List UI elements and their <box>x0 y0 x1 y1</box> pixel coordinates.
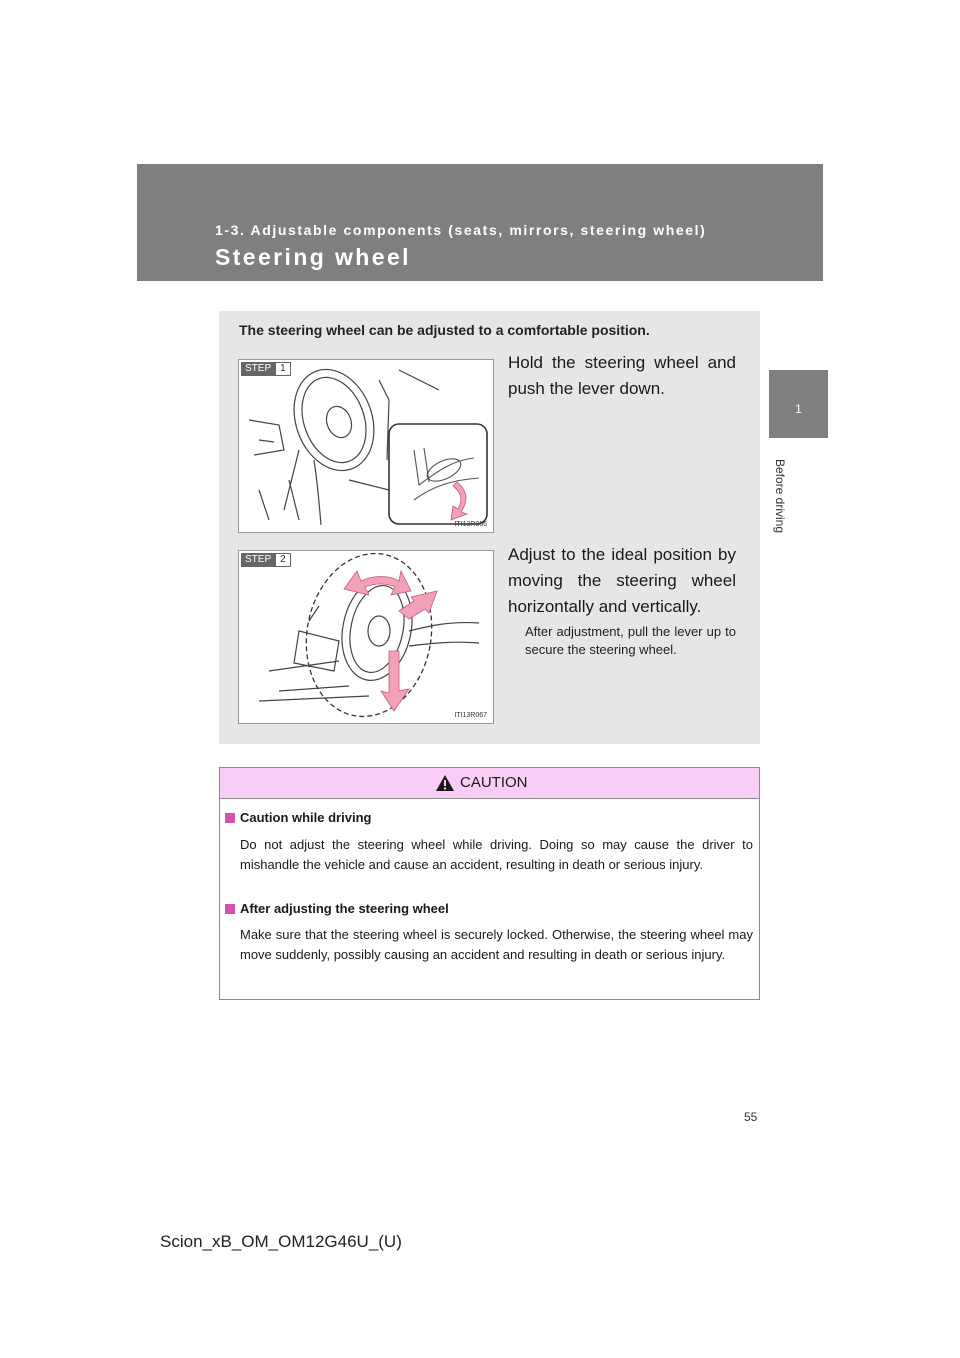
steering-adjust-illustration <box>239 551 493 723</box>
caution-item-body: Make sure that the steering wheel is securely locked. Otherwise, the steering wheel may move suddenly, possibly causing an accident and resulting in death or serious injury. <box>240 927 753 962</box>
bullet-square-icon <box>225 904 235 914</box>
caution-box <box>219 767 760 1000</box>
page-title: Steering wheel <box>215 244 411 270</box>
caution-item-title <box>225 810 371 825</box>
step2-figure-code: ITI13R067 <box>454 712 487 719</box>
warning-icon <box>435 774 455 792</box>
step1-illustration <box>238 359 494 533</box>
step1-badge-number: 1 <box>275 362 291 376</box>
bullet-square-icon <box>225 813 235 823</box>
chapter-number: 1 <box>795 402 802 416</box>
steering-lever-illustration <box>239 360 493 532</box>
panel-intro: The steering wheel can be adjusted to a comfortable position. <box>239 322 650 338</box>
step1-figure-code: ITI13R066 <box>454 521 487 528</box>
caution-item-body: Do not adjust the steering wheel while driving. Doing so may cause the driver to mishandle the vehicle and cause an accident, resulting in death or serious injury. <box>240 837 753 872</box>
step1-badge-word: STEP <box>241 362 275 376</box>
step1-text: Hold the steering wheel and push the lever down. <box>508 353 736 398</box>
chapter-tab <box>769 370 828 438</box>
step2-illustration <box>238 550 494 724</box>
step2-badge <box>241 553 291 567</box>
caution-item-title-text: After adjusting the steering wheel <box>240 901 449 916</box>
chapter-label <box>772 448 788 543</box>
step2-text: Adjust to the ideal position by moving the steering wheel horizontally and vertically. <box>508 545 736 616</box>
caution-title: CAUTION <box>460 774 528 791</box>
section-label: 1-3. Adjustable components (seats, mirrors, steering wheel) <box>215 222 707 238</box>
page-header <box>137 164 823 281</box>
step1-badge <box>241 362 291 376</box>
caution-item-title-text: Caution while driving <box>240 810 372 825</box>
page-number: 55 <box>744 1110 758 1124</box>
caution-header <box>220 768 759 799</box>
chapter-label-text: Before driving <box>773 458 787 533</box>
caution-item-title <box>225 901 449 916</box>
step2-note: After adjustment, pull the lever up to secure the steering wheel. <box>525 624 736 657</box>
step2-badge-word: STEP <box>241 553 275 567</box>
step2-badge-number: 2 <box>275 553 291 567</box>
instruction-panel <box>219 311 760 744</box>
document-code: Scion_xB_OM_OM12G46U_(U) <box>160 1232 402 1251</box>
